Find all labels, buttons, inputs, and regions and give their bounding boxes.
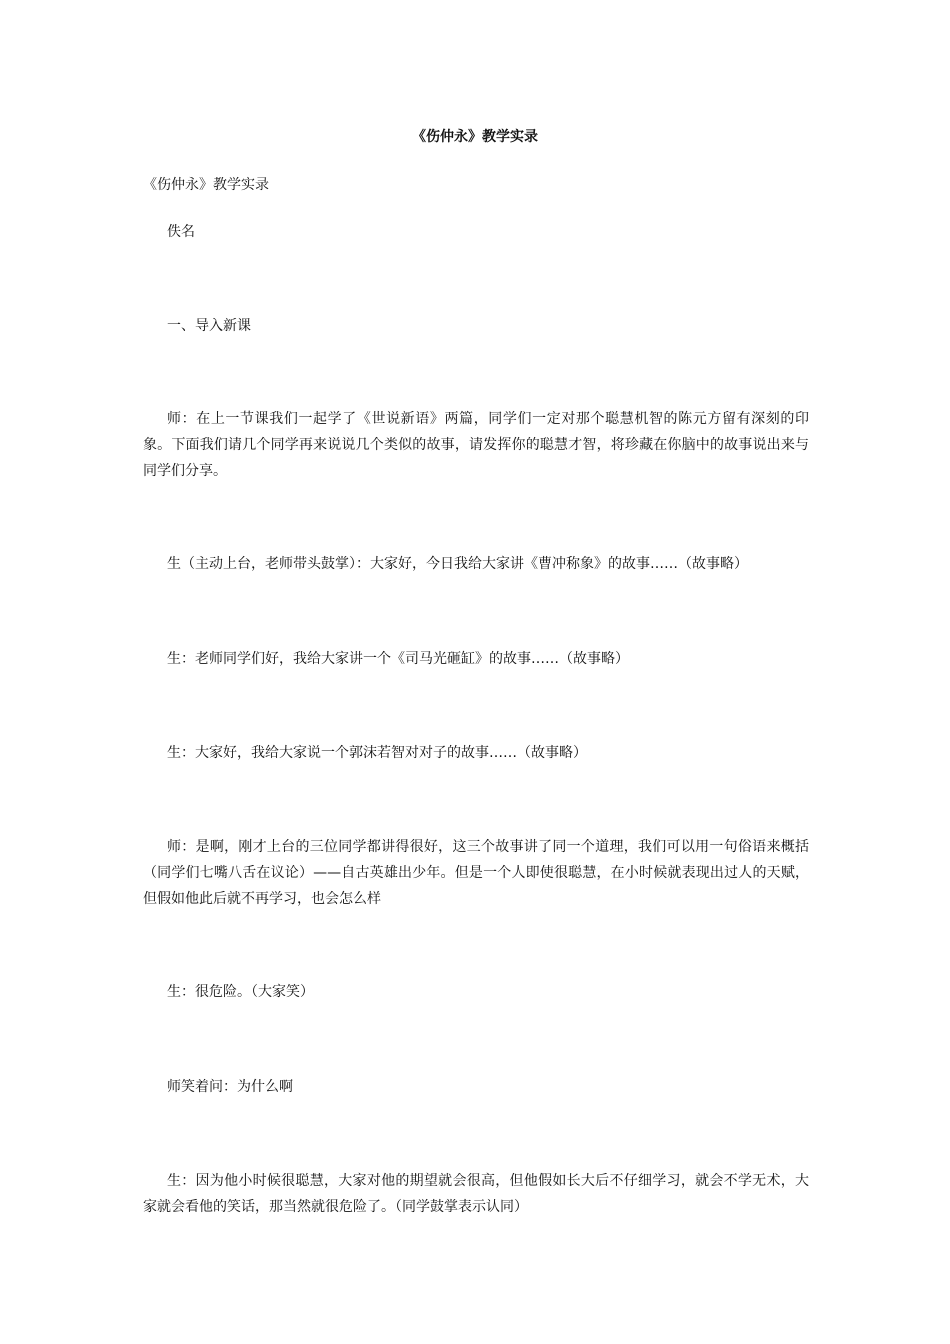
paragraph: 师笑着问：为什么啊 [167,1079,293,1095]
author-name: 佚名 [167,224,195,240]
document-subtitle: 《伤仲永》教学实录 [143,177,269,193]
paragraph: 师：是啊，刚才上台的三位同学都讲得很好，这三个故事讲了同一个道理，我们可以用一句俗语来概括（同学们七嘴八舌在议论）——自古英雄出少年。但是一个人即使很聪慧，在小时候就表现出过人的天赋，但假如他此后就不再学习，也会怎么样 [143,839,809,907]
paragraph: 生：很危险。（大家笑） [167,984,314,1000]
paragraph: 生：老师同学们好，我给大家讲一个《司马光砸缸》的故事……（故事略） [167,651,629,667]
paragraph: 师：在上一节课我们一起学了《世说新语》两篇，同学们一定对那个聪慧机智的陈元方留有深刻的印象。下面我们请几个同学再来说说几个类似的故事，请发挥你的聪慧才智，将珍藏在你脑中的故事说出来与同学们分享。 [143,411,809,479]
paragraph: 生：大家好，我给大家说一个郭沫若智对对子的故事……（故事略） [167,745,587,761]
document-title: 《伤仲永》教学实录 [412,129,538,145]
paragraph: 生（主动上台，老师带头鼓掌）：大家好，今日我给大家讲《曹冲称象》的故事……（故事略） [167,556,748,572]
paragraph: 生：因为他小时候很聪慧，大家对他的期望就会很高，但他假如长大后不仔细学习，就会不学无术，大家就会看他的笑话，那当然就很危险了。（同学鼓掌表示认同） [143,1173,809,1215]
section-heading: 一、导入新课 [167,318,251,334]
